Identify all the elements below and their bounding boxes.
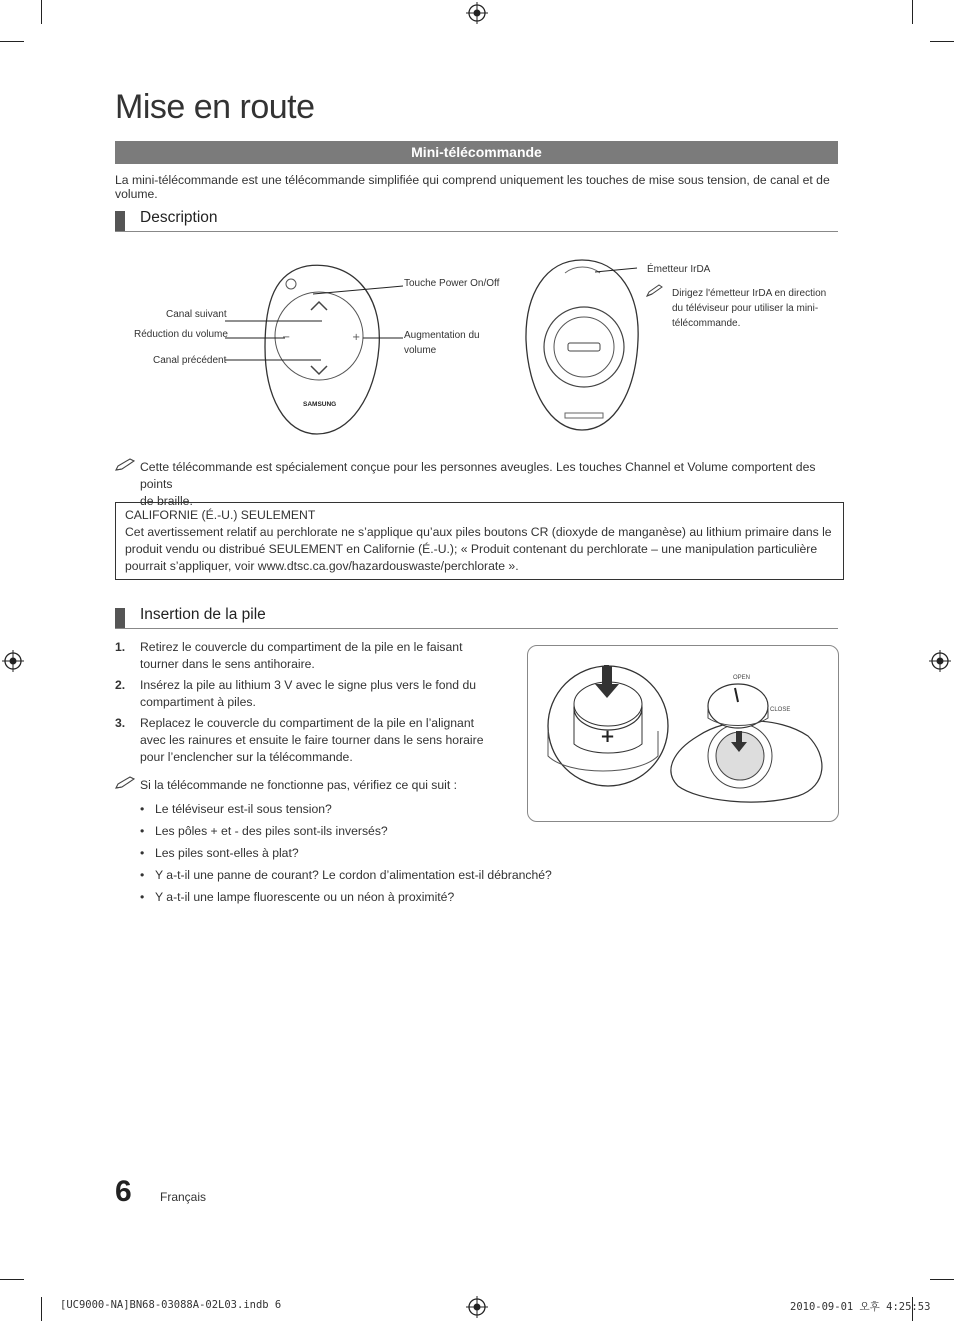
crop-mark xyxy=(41,0,42,24)
svg-text:−: − xyxy=(282,332,291,343)
registration-mark-icon xyxy=(466,1296,488,1318)
label-volume-up-2: volume xyxy=(404,345,437,356)
battery-note: Si la télécommande ne fonctionne pas, vérifiez ce qui suit : xyxy=(140,778,458,792)
crop-mark xyxy=(0,41,24,42)
label-channel-up: Canal suivant xyxy=(166,309,227,320)
svg-text:+: + xyxy=(600,726,616,747)
irda-note: Dirigez l'émetteur IrDA en direction du téléviseur pour utiliser la mini- télécommande. xyxy=(672,288,827,329)
battery-steps xyxy=(115,639,495,770)
step-item: 2. Insérez la pile au lithium 3 V avec le signe plus vers le fond du compartiment à piles. xyxy=(115,678,477,709)
crop-mark xyxy=(930,1279,954,1280)
open-label: OPEN xyxy=(733,675,751,681)
section-heading-battery xyxy=(115,606,838,629)
california-title: CALIFORNIE (É.-U.) SEULEMENT xyxy=(125,508,316,522)
california-warning-box xyxy=(115,502,844,580)
list-item: • Les piles sont-elles à plat? xyxy=(140,842,552,864)
crop-mark xyxy=(0,1279,24,1280)
section-bar: Mini-télécommande xyxy=(115,141,838,164)
pencil-note-icon xyxy=(646,284,664,298)
leader-line-irda xyxy=(595,262,640,276)
intro-text: La mini-télécommande est une télécommande simplifiée qui comprend uniquement les touches de mise sous tension, de canal et de volume. xyxy=(115,173,830,201)
crop-mark xyxy=(912,0,913,24)
svg-text:+: + xyxy=(352,332,361,343)
heading-marker xyxy=(115,211,125,231)
crop-mark xyxy=(930,41,954,42)
label-channel-down: Canal précédent xyxy=(153,355,227,366)
step-item: 1. Retirez le couvercle du compartiment de la pile en le faisant tourner dans le sens antihoraire. xyxy=(115,640,463,671)
label-volume-up-1: Augmentation du xyxy=(404,330,480,341)
registration-mark-icon xyxy=(466,2,488,24)
battery-illustration xyxy=(528,646,838,821)
label-power: Touche Power On/Off xyxy=(404,278,500,289)
list-item: • Le téléviseur est-il sous tension? xyxy=(140,798,552,820)
step-item: 3. Replacez le couvercle du compartiment de la pile en l’alignant avec les rainures et ensuite le faire tourner dans le sens horaire pour l’enclencher sur la télécommande. xyxy=(115,716,484,764)
footer-language: Français xyxy=(160,1190,207,1204)
crop-mark xyxy=(41,1297,42,1321)
registration-mark-icon xyxy=(2,650,24,672)
page-number: 6 xyxy=(115,1175,132,1208)
battery-illustration-frame xyxy=(527,645,839,822)
remote-back-illustration xyxy=(520,255,645,435)
braille-note: Cette télécommande est spécialement conçue pour les personnes aveugles. Les touches Channel et Volume comportent des points de braille. xyxy=(140,460,816,508)
pencil-note-icon xyxy=(115,776,137,790)
slug-right: 2010-09-01 오후 4:25:53 xyxy=(790,1301,931,1313)
list-item: • Les pôles + et - des piles sont-ils inversés? xyxy=(140,820,552,842)
section-heading-description xyxy=(115,209,838,232)
heading-label: Description xyxy=(140,209,218,226)
registration-mark-icon xyxy=(929,650,951,672)
slug-left: [UC9000-NA]BN68-03088A-02L03.indb 6 xyxy=(60,1299,282,1311)
california-text: Cet avertissement relatif au perchlorate ne s’applique qu’aux piles boutons CR (dioxyde de manganèse) au lithium primaire dans le produit vendu ou distribué SEULEMENT en Californie (É.-U.); « Produit contenant du perchlorate – une manipulation particulière pourrait s’appliquer, voir www.dtsc.ca.gov/hazardouswaste/perchlorate ». xyxy=(125,525,832,573)
heading-label: Insertion de la pile xyxy=(140,606,266,623)
label-volume-down: Réduction du volume xyxy=(134,329,228,340)
label-irda: Émetteur IrDA xyxy=(647,264,711,275)
heading-marker xyxy=(115,608,125,628)
leader-lines xyxy=(225,280,405,380)
list-item: • Y a-t-il une panne de courant? Le cordon d’alimentation est-il débranché? xyxy=(140,864,552,886)
pencil-note-icon xyxy=(115,458,137,472)
close-label: CLOSE xyxy=(770,707,791,713)
check-list xyxy=(140,798,552,908)
svg-text:−: − xyxy=(603,661,610,670)
brand-logo: SAMSUNG xyxy=(303,401,337,408)
page-title: Mise en route xyxy=(115,88,315,126)
list-item: • Y a-t-il une lampe fluorescente ou un néon à proximité? xyxy=(140,886,552,908)
